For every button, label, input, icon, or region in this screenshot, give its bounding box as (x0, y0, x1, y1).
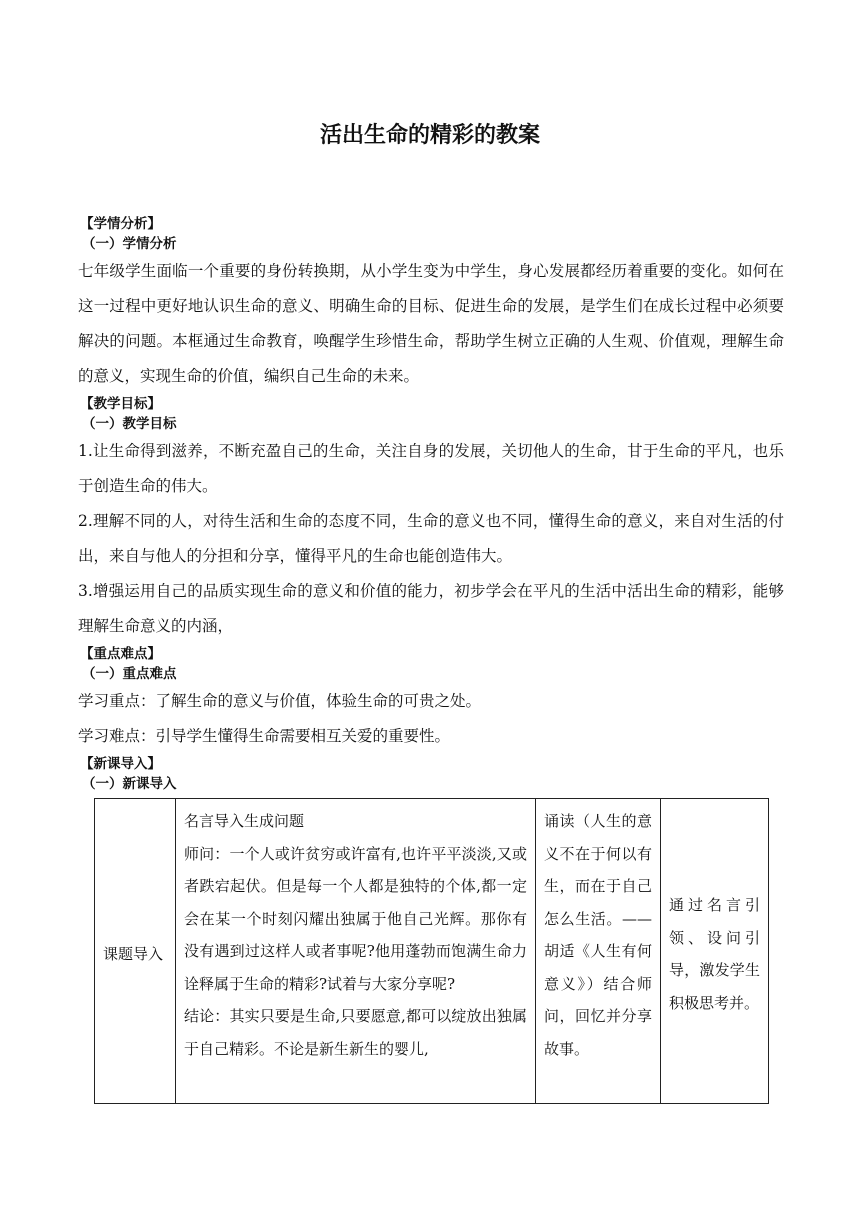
key-point-paragraph: 学习重点：了解生命的意义与价值，体验生命的可贵之处。 (78, 692, 482, 710)
lesson-intro-table (94, 798, 769, 1104)
section-heading-goals: 【教学目标】 (80, 396, 161, 412)
student-activity-text: 诵读（人生的意义不在于何以有生，而在于自己怎么生活。——胡适《人生有何意义》）结合师问，回忆并分享故事。 (544, 812, 652, 1058)
section-subheading-intro: （一）新课导入 (82, 776, 177, 792)
section-heading-intro: 【新课导入】 (80, 756, 161, 772)
teacher-activity-line-2: 师问：一个人或许贫穷或许富有,也许平平淡淡,又或者跌宕起伏。但是每一个人都是独特的个体,都一定会在某一个时刻闪耀出独属于他自己光辉。那你有没有遇到过这样人或者事呢?他用蓬勃而饱满生命力诠释属于生命的精彩?试着与大家分享呢? (184, 844, 527, 993)
teacher-activity-line-1: 名言导入生成问题 (184, 812, 305, 830)
section-heading-keypoints: 【重点难点】 (80, 646, 161, 662)
student-activity-cell (536, 799, 661, 1104)
goal-item-1: 1.让生命得到滋养，不断充盈自己的生命，关注自身的发展，关切他人的生命，甘于生命的平凡，也乐于创造生命的伟大。 (78, 442, 784, 495)
difficulty-paragraph: 学习难点：引导学生懂得生命需要相互关爱的重要性。 (78, 727, 451, 745)
section-subheading-goals: （一）教学目标 (82, 416, 177, 432)
stage-text: 课题导入 (103, 944, 164, 963)
goal-item-2: 2.理解不同的人，对待生活和生命的态度不同，生命的意义也不同，懂得生命的意义，来自对生活的付出，来自与他人的分担和分享，懂得平凡的生命也能创造伟大。 (78, 512, 784, 565)
teacher-activity-cell (176, 799, 536, 1104)
teacher-activity-line-3: 结论：其实只要是生命,只要愿意,都可以绽放出独属于自己精彩。不论是新生新生的婴儿, (184, 1007, 527, 1058)
goal-item-3: 3.增强运用自己的品质实现生命的意义和价值的能力，初步学会在平凡的生活中活出生命的精彩，能够理解生命意义的内涵， (78, 582, 784, 635)
section-heading-analysis: 【学情分析】 (80, 216, 161, 232)
analysis-paragraph: 七年级学生面临一个重要的身份转换期，从小学生变为中学生，身心发展都经历着重要的变化。如何在这一过程中更好地认识生命的意义、明确生命的目标、促进生命的发展，是学生们在成长过程中必须要解决的问题。本框通过生命教育，唤醒学生珍惜生命，帮助学生树立正确的人生观、价值观，理解生命的意义，实现生命的价值，编织自己生命的未来。 (78, 262, 784, 385)
document-body (78, 214, 784, 796)
document-title: 活出生命的精彩的教案 (319, 123, 540, 148)
teacher-activity-text (176, 799, 535, 1065)
section-subheading-keypoints: （一）重点难点 (82, 666, 177, 682)
section-subheading-analysis: （一）学情分析 (82, 236, 177, 252)
design-intent-cell (661, 799, 769, 1104)
stage-cell (95, 799, 176, 1104)
table-row (95, 799, 769, 1104)
design-intent-text: 通过名言引领、设问引导，激发学生积极思考并。 (669, 896, 760, 1012)
